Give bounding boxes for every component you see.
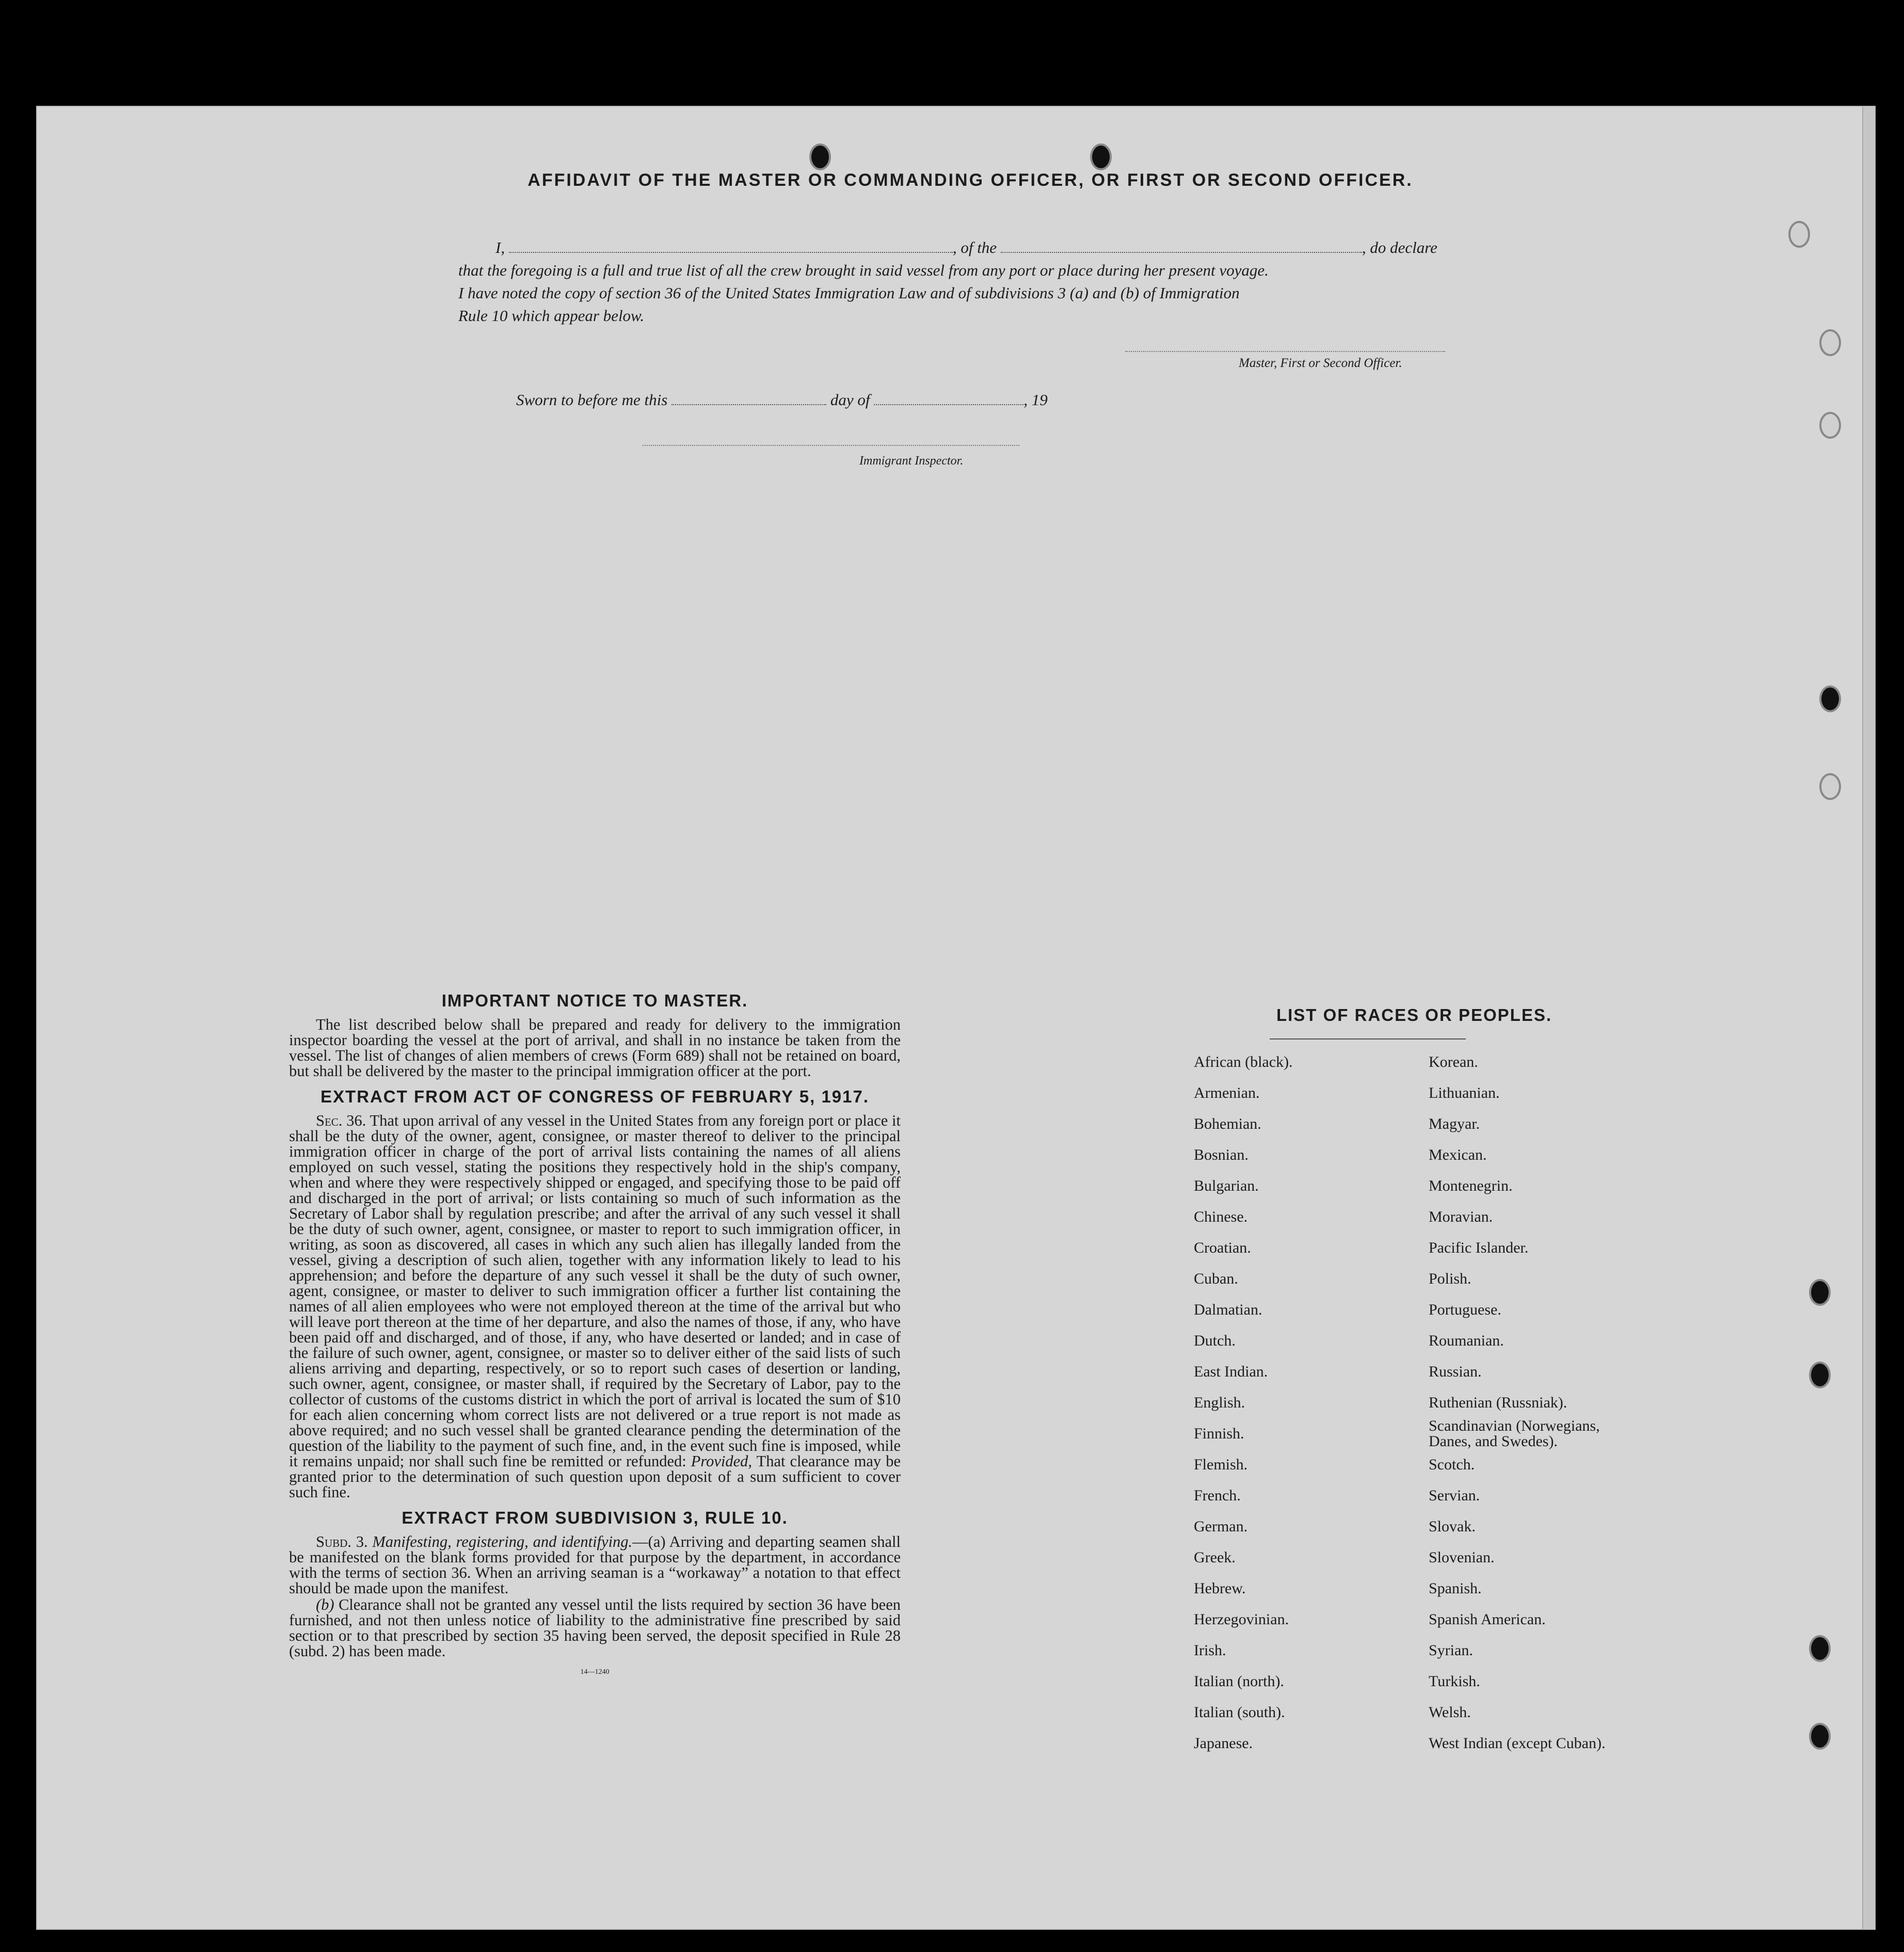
section-text: That upon arrival of any vessel in the United States from any foreign port or place it shall be the duty of the owner, agent, consignee, or master thereof to deliver to the principal immigration officer in charge of the port of arrival lists containing the names of all aliens employed on such vessel, stating the positions they respectively hold in the ship's company, when and where they were respectively shipped or engaged, and specifying those to be paid off and discharged in the port of arrival; or lists containing so much of such information as the Secretary of Labor shall by regulation prescribe; and after the arrival of any such vessel it shall be the duty of such owner, agent, consignee, or master to report to such immigration officer, in writing, as soon as discovered, all cases in which any such alien has illegally landed from the vessel, giving a description of such alien, together with any information likely to lead to his apprehension; and before the departure of any such vessel it shall be the duty of such owner, agent, consignee, or master to deliver to such immigration officer a further list containing the names of all alien employees who were not employed thereon at the time of the arrival but who will leave port thereon at the time of her departure, and also the names of those, if any, who have been paid off and discharged, and of those, if any, who have deserted or landed; and in case of the failure of such owner, agent, consignee, or master so to deliver either of the said lists of such aliens arriving and departing, respectively, or so to report such cases of desertion or landing, such owner, agent, consignee, or master shall, if required by the Secretary of Labor, pay to the collector of customs of the customs district in which the port of arrival is located the sum of $10 for each alien concerning whom correct lists are not delivered or a true report is not made as above required; and no such vessel shall be granted clearance pending the determination of the question of the liability to the payment of such fine, and, in the event such fine is imposed, while it remains unpaid; nor shall such fine be remitted or refunded: bbox=[289, 1112, 901, 1470]
punch-hole bbox=[1819, 685, 1841, 712]
race-item: Cuban. bbox=[1194, 1270, 1238, 1287]
race-item: Chinese. bbox=[1194, 1208, 1248, 1225]
race-item: French. bbox=[1194, 1487, 1241, 1504]
race-item: German. bbox=[1194, 1518, 1248, 1535]
subd-heading: Manifesting, registering, and identifying. bbox=[372, 1533, 633, 1550]
race-item: Servian. bbox=[1429, 1487, 1480, 1504]
race-item: Dutch. bbox=[1194, 1332, 1236, 1349]
provided-label: Provided, bbox=[691, 1452, 753, 1470]
affidavit-declaration-line bbox=[495, 238, 1476, 257]
race-item: Moravian. bbox=[1429, 1208, 1493, 1225]
race-item: Korean. bbox=[1429, 1053, 1478, 1070]
master-signature-label: Master, First or Second Officer. bbox=[1239, 356, 1402, 370]
race-item: African (black). bbox=[1194, 1053, 1293, 1070]
sworn-label: Sworn to before me this bbox=[516, 391, 668, 409]
act-extract-paragraph bbox=[289, 1113, 901, 1500]
affidavit-title: AFFIDAVIT OF THE MASTER OR COMMANDING OFFICER, OR FIRST OR SECOND OFFICER. bbox=[527, 170, 1413, 190]
race-item: Hebrew. bbox=[1194, 1580, 1246, 1597]
race-item: English. bbox=[1194, 1394, 1245, 1411]
race-item: Greek. bbox=[1194, 1549, 1236, 1566]
subd-text-b: Clearance shall not be granted any vessel until the lists required by section 36 have been furnished, and not then unless notice of liability to the administrative fine prescribed by said section or to that prescribed by section 35 having been served, the deposit specified in Rule 28 (subd. 2) has been made. bbox=[289, 1596, 901, 1660]
race-item: Spanish. bbox=[1429, 1580, 1482, 1597]
race-item: Portuguese. bbox=[1429, 1301, 1501, 1318]
race-item: Herzegovinian. bbox=[1194, 1611, 1289, 1628]
race-item: Flemish. bbox=[1194, 1456, 1248, 1473]
race-item: Ruthenian (Russniak). bbox=[1429, 1394, 1567, 1411]
sworn-line bbox=[516, 391, 1048, 409]
race-item: Polish. bbox=[1429, 1270, 1471, 1287]
punch-hole bbox=[1809, 1635, 1831, 1662]
affidavit-line-3: I have noted the copy of section 36 of the United States Immigration Law and of subdivisions 3 (a) and (b) of Immigration bbox=[458, 284, 1240, 302]
punch-hole bbox=[809, 143, 831, 170]
races-left-column bbox=[1194, 1047, 1293, 1759]
act-extract-title: EXTRACT FROM ACT OF CONGRESS OF FEBRUARY 5, 1917. bbox=[320, 1087, 870, 1106]
inspector-signature-line bbox=[643, 445, 1019, 446]
rule-extract-body bbox=[289, 1534, 901, 1659]
race-item: Scotch. bbox=[1429, 1456, 1475, 1473]
section-text-end: That clearance may be granted prior to the determination of such question upon deposit of a sum sufficient to cover such fine. bbox=[289, 1452, 901, 1501]
subd-text-a: —(a) Arriving and departing seamen shall be manifested on the blank forms provided for that purpose by the department, in accordance with the terms of section 36. When an arriving seaman is a “workaway” a notation to that effect should be made upon the manifest. bbox=[289, 1533, 901, 1597]
race-item: Finnish. bbox=[1194, 1425, 1244, 1442]
punch-hole bbox=[1809, 1723, 1831, 1750]
punch-hole bbox=[1788, 221, 1810, 248]
race-item: East Indian. bbox=[1194, 1363, 1268, 1380]
race-item: Bosnian. bbox=[1194, 1146, 1249, 1163]
day-of-label: day of bbox=[830, 391, 870, 409]
subd-label: Subd. 3. bbox=[316, 1533, 368, 1550]
race-item: Slovak. bbox=[1429, 1518, 1476, 1535]
race-item: Welsh. bbox=[1429, 1704, 1471, 1721]
rule-paragraph-a bbox=[289, 1534, 901, 1596]
punch-hole bbox=[1819, 329, 1841, 356]
race-item: Syrian. bbox=[1429, 1642, 1473, 1659]
master-signature-line bbox=[1125, 351, 1445, 352]
race-item: Italian (north). bbox=[1194, 1673, 1284, 1690]
race-item: Turkish. bbox=[1429, 1673, 1480, 1690]
inspector-signature-label: Immigrant Inspector. bbox=[859, 454, 964, 468]
section-label: Sec. 36. bbox=[316, 1112, 366, 1129]
race-item: Roumanian. bbox=[1429, 1332, 1504, 1349]
year-label: , 19 bbox=[1023, 391, 1048, 409]
act-extract-body bbox=[289, 1113, 901, 1500]
race-item: Lithuanian. bbox=[1429, 1084, 1500, 1101]
vessel-blank-line bbox=[1001, 252, 1362, 253]
punch-hole bbox=[1819, 412, 1841, 439]
race-item: Bulgarian. bbox=[1194, 1177, 1259, 1194]
punch-hole bbox=[1809, 1279, 1831, 1306]
races-title: LIST OF RACES OR PEOPLES. bbox=[1276, 1005, 1553, 1025]
race-item: Pacific Islander. bbox=[1429, 1239, 1529, 1256]
affidavit-i-label: I, bbox=[495, 238, 505, 257]
race-item: Irish. bbox=[1194, 1642, 1226, 1659]
race-item: Mexican. bbox=[1429, 1146, 1487, 1163]
rule-paragraph-b bbox=[289, 1597, 901, 1659]
race-item: Dalmatian. bbox=[1194, 1301, 1262, 1318]
rule-extract-title: EXTRACT FROM SUBDIVISION 3, RULE 10. bbox=[402, 1508, 788, 1527]
left-column bbox=[289, 991, 901, 1676]
race-item: Montenegrin. bbox=[1429, 1177, 1513, 1194]
page-edge bbox=[1862, 107, 1875, 1929]
race-item: Armenian. bbox=[1194, 1084, 1260, 1101]
punch-hole bbox=[1809, 1362, 1831, 1388]
form-number: 14—1240 bbox=[580, 1668, 610, 1676]
race-item: Scandinavian (Norwegians, Danes, and Swedes). bbox=[1429, 1417, 1600, 1450]
affidavit-line-2: that the foregoing is a full and true list of all the crew brought in said vessel from any port or place during her present voyage. bbox=[458, 261, 1269, 279]
affidavit-of-the-label: , of the bbox=[952, 238, 997, 257]
affidavit-do-declare: , do declare bbox=[1362, 238, 1437, 257]
notice-text: The list described below shall be prepared and ready for delivery to the immigration inspector boarding the vessel at the port of arrival, and shall in no instance be taken from the vessel. The list of changes of alien members of crews (Form 689) shall not be retained on board, but shall be delivered by the master to the principal immigration officer at the port. bbox=[289, 1016, 901, 1080]
race-item: Slovenian. bbox=[1429, 1549, 1495, 1566]
race-item: West Indian (except Cuban). bbox=[1429, 1735, 1606, 1752]
affidavit-line-4: Rule 10 which appear below. bbox=[458, 307, 645, 325]
race-item: Croatian. bbox=[1194, 1239, 1251, 1256]
subd-b-label: (b) bbox=[316, 1596, 334, 1613]
race-item: Bohemian. bbox=[1194, 1115, 1261, 1132]
punch-hole bbox=[1819, 773, 1841, 800]
notice-body bbox=[289, 1017, 901, 1079]
race-item: Magyar. bbox=[1429, 1115, 1480, 1132]
races-title-rule bbox=[1270, 1038, 1466, 1039]
month-blank-line bbox=[874, 404, 1023, 405]
race-item: Russian. bbox=[1429, 1363, 1482, 1380]
race-item: Japanese. bbox=[1194, 1735, 1253, 1752]
race-item: Spanish American. bbox=[1429, 1611, 1546, 1628]
punch-hole bbox=[1090, 143, 1112, 170]
races-right-column bbox=[1429, 1047, 1635, 1759]
name-blank-line bbox=[509, 252, 953, 253]
day-blank-line bbox=[671, 404, 826, 405]
race-item: Italian (south). bbox=[1194, 1704, 1285, 1721]
notice-title: IMPORTANT NOTICE TO MASTER. bbox=[441, 991, 748, 1010]
